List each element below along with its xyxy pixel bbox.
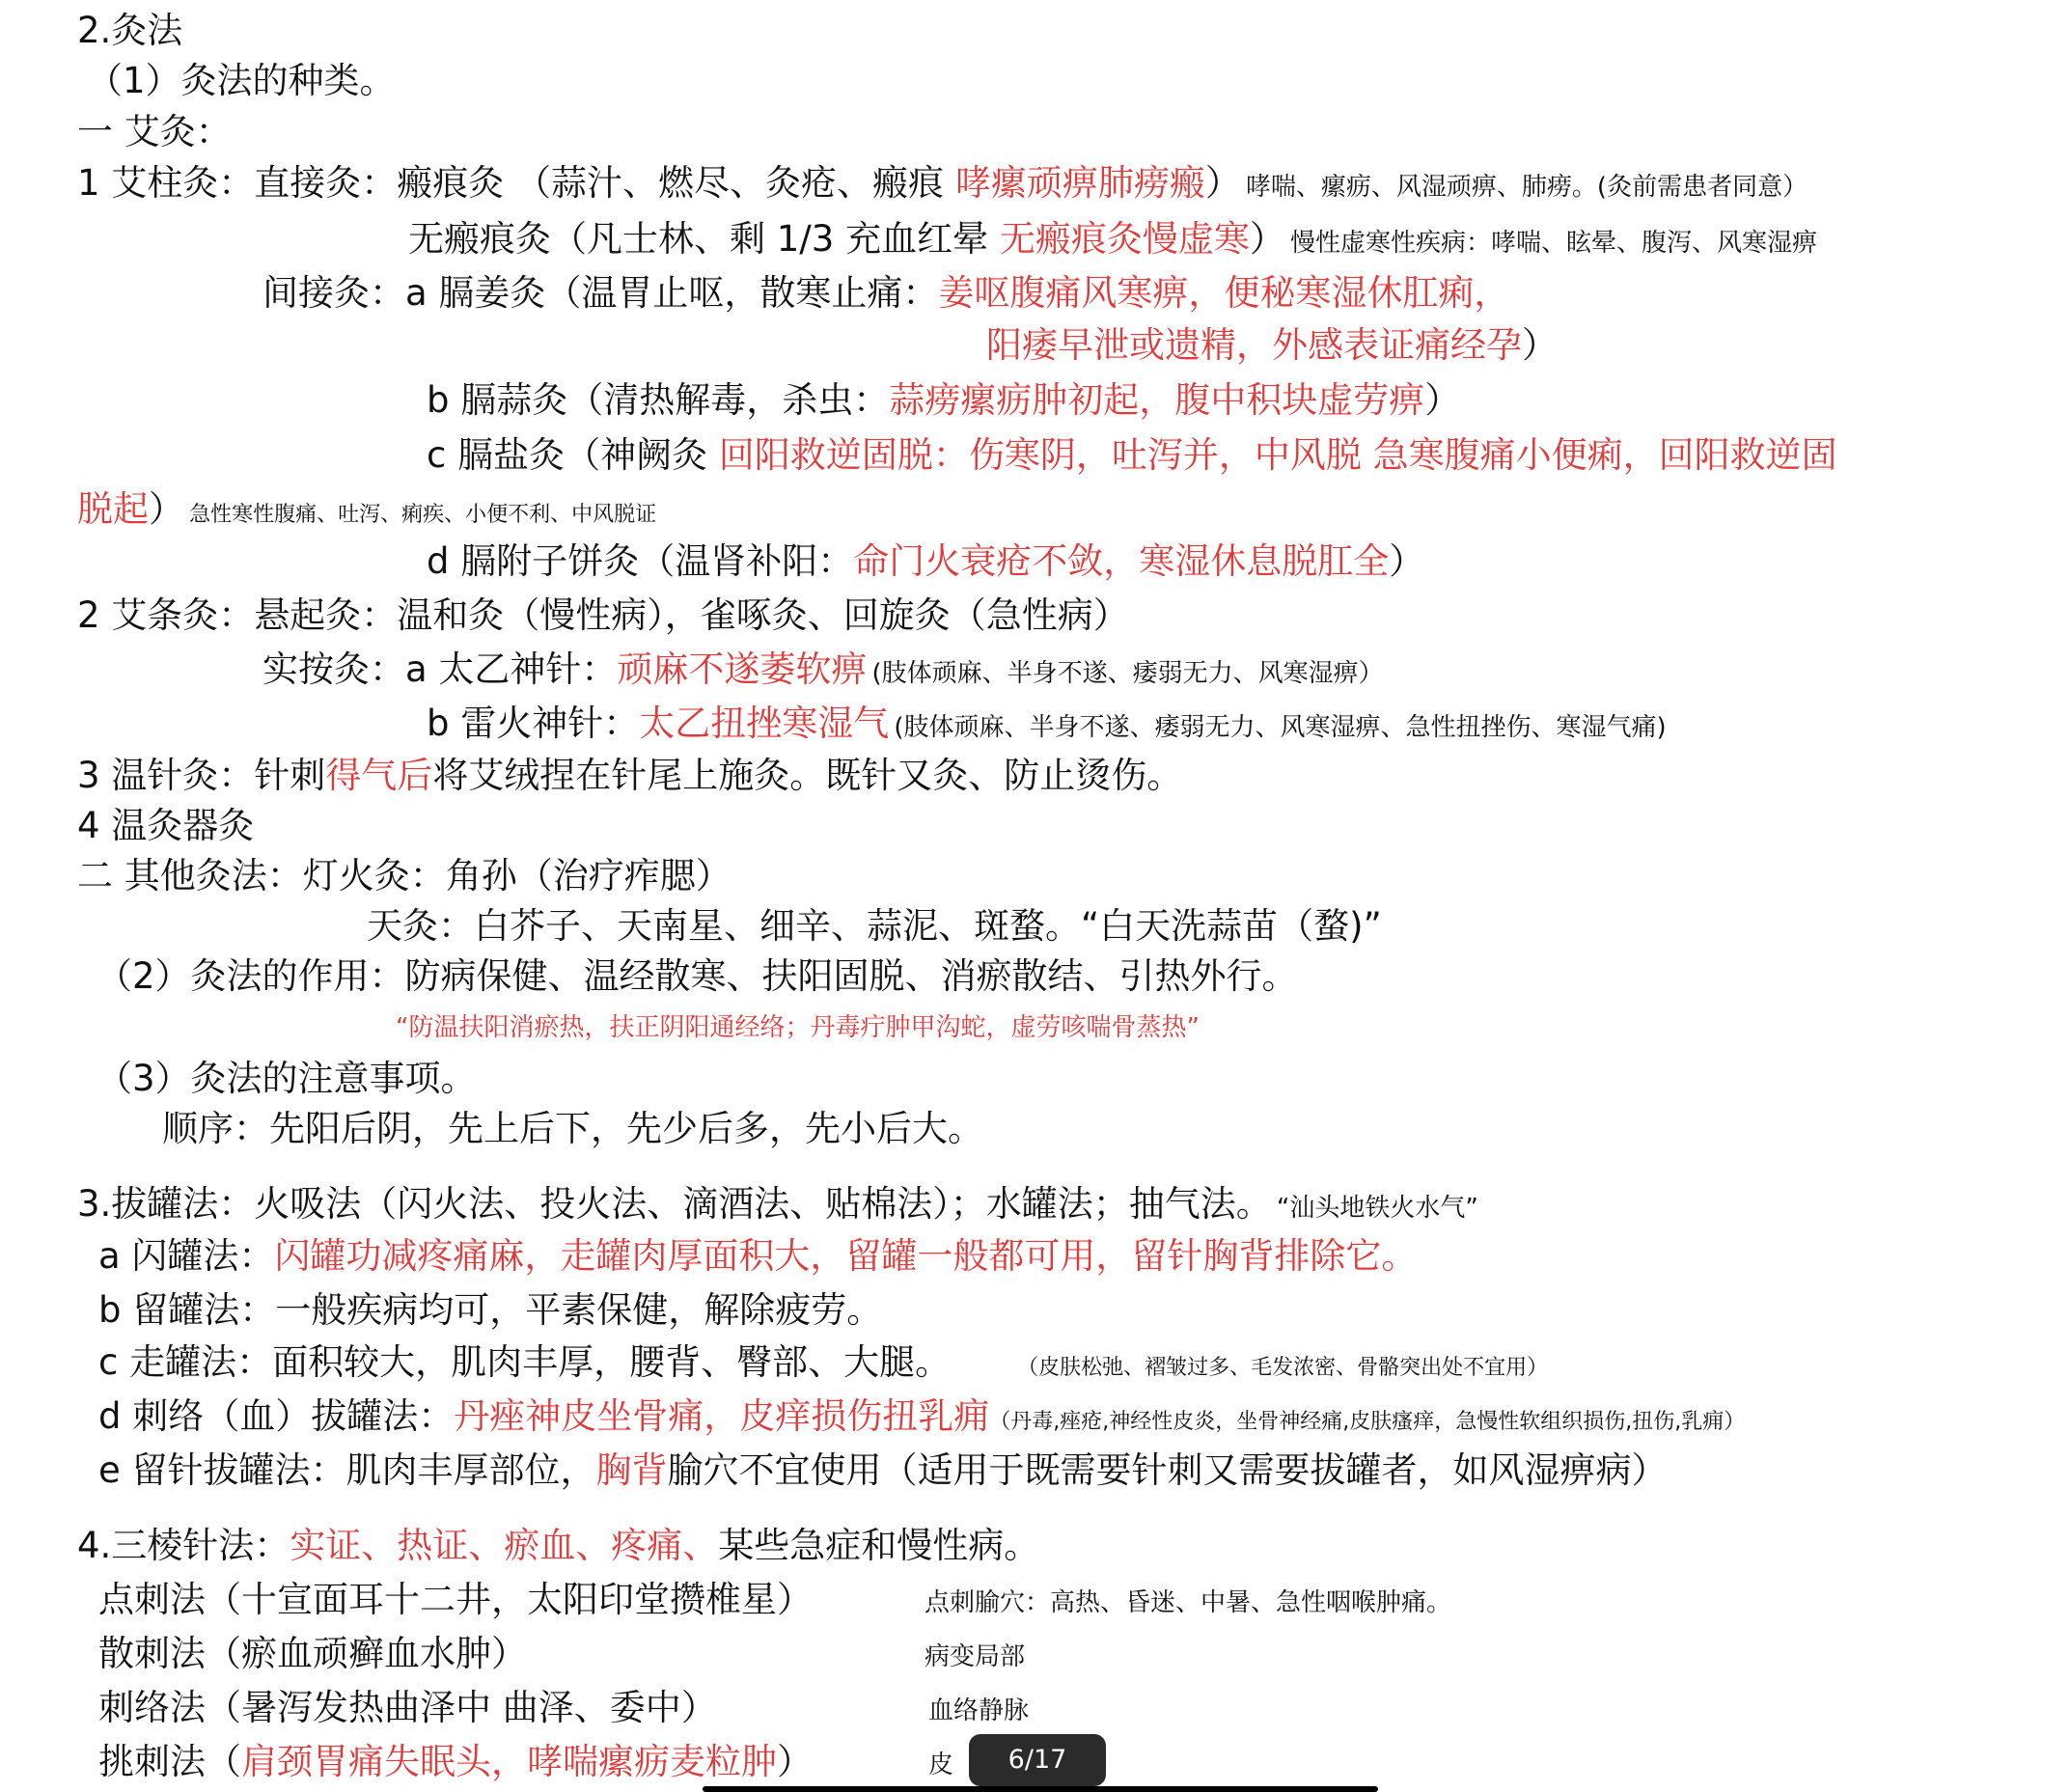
text-span: ） bbox=[1249, 218, 1285, 260]
text-span: 某些急症和慢性病。 bbox=[718, 1525, 1040, 1566]
note-text: (肢体顽麻、半身不遂、痿弱无力、风寒湿痹、急性扭挫伤、寒湿气痛) bbox=[894, 713, 1667, 742]
page-indicator: 6/17 bbox=[969, 1734, 1106, 1786]
text-line bbox=[77, 162, 1808, 205]
text-span: ） bbox=[1522, 324, 1558, 366]
text-span: ） bbox=[777, 1741, 813, 1782]
mnemonic-text: 顽麻不遂萎软痹 bbox=[617, 648, 868, 690]
highlight-text: 得气后 bbox=[325, 755, 433, 796]
section-heading: 2.灸法 bbox=[77, 10, 183, 51]
text-line bbox=[427, 703, 1667, 745]
text-line bbox=[986, 324, 1558, 367]
text-span: 3 温针灸：针刺 bbox=[77, 755, 326, 796]
section-heading: 3.拔罐法：火吸法（闪火法、投火法、滴酒法、贴棉法）；水罐法；抽气法。 bbox=[77, 1183, 1272, 1225]
text-line: 天灸：白芥子、天南星、细辛、蒜泥、斑蝥。“白天洗蒜苗（蝥)” bbox=[367, 905, 1382, 947]
note-text: 急性寒性腹痛、吐泻、痢疾、小便不利、中风脱证 bbox=[189, 503, 657, 527]
note-text: “汕头地铁火水气” bbox=[1276, 1194, 1478, 1223]
text-span: ） bbox=[149, 488, 184, 530]
note-text: 慢性虚寒性疾病：哮喘、眩晕、腹泻、风寒湿痹 bbox=[1289, 229, 1817, 258]
text-line bbox=[77, 755, 1182, 797]
text-line: 散刺法（瘀血顽癣血水肿） bbox=[98, 1633, 527, 1674]
text-span: c 走罐法：面积较大，肌肉丰厚，腰背、臀部、大腿。 bbox=[98, 1341, 952, 1383]
mnemonic-text: 太乙扭挫寒湿气 bbox=[639, 703, 890, 744]
mnemonic-text: 哮瘰顽痹肺痨瘢 bbox=[954, 162, 1205, 204]
subsection-heading: （2）灸法的作用：防病保健、温经散寒、扶阳固脱、消瘀散结、引热外行。 bbox=[97, 955, 1298, 997]
text-line: 刺络法（暑泻发热曲泽中 曲泽、委中） bbox=[98, 1687, 717, 1728]
text-span: b 雷火神针： bbox=[427, 703, 640, 744]
note-text: 哮喘、瘰疬、风湿顽痹、肺痨。(灸前需患者同意） bbox=[1245, 173, 1808, 202]
mnemonic-text: 命门火衰疮不敛，寒湿休息脱肛全 bbox=[853, 540, 1390, 582]
text-line bbox=[262, 648, 1384, 691]
text-span: 间接灸：a 膈姜灸（温胃止呕，散寒止痛： bbox=[262, 272, 939, 314]
text-span: 挑刺法（ bbox=[98, 1741, 241, 1782]
text-line: 顺序：先阳后阴，先上后下，先少后多，先小后大。 bbox=[162, 1108, 983, 1149]
note-text: 血络静脉 bbox=[928, 1696, 1030, 1725]
text-line bbox=[77, 1525, 1039, 1567]
text-span: 腧穴不宜使用（适用于既需要针刺又需要拔罐者，如风湿痹病） bbox=[667, 1449, 1668, 1491]
text-line bbox=[98, 1341, 1548, 1384]
subsection-heading: （1）灸法的种类。 bbox=[87, 60, 396, 101]
text-span: e 留针拔罐法：肌肉丰厚部位， bbox=[98, 1449, 596, 1491]
text-span: 将艾绒捏在针尾上施灸。既针又灸、防止烫伤。 bbox=[432, 755, 1183, 796]
mnemonic-text: 蒜痨瘰疬肿初起，腹中积块虚劳痹 bbox=[889, 379, 1425, 421]
text-span: ） bbox=[1204, 162, 1241, 204]
text-line bbox=[77, 1183, 1478, 1226]
text-span: a 闪罐法： bbox=[98, 1235, 275, 1277]
text-line bbox=[98, 1235, 1417, 1278]
text-line bbox=[98, 1395, 1745, 1438]
text-line: 一 艾灸： bbox=[77, 111, 232, 152]
mnemonic-text: “防温扶阳消瘀热，扶正阴阳通经络；丹毒疔肿甲沟蛇，虚劳咳喘骨蒸热” bbox=[396, 1013, 1200, 1042]
text-line bbox=[427, 540, 1424, 583]
text-line bbox=[77, 488, 656, 531]
note-text: （丹毒,痤疮,神经性皮炎，坐骨神经痛,皮肤瘙痒，急慢性软组织损伤,扭伤,乳痈） bbox=[989, 1410, 1746, 1434]
note-text: 病变局部 bbox=[925, 1642, 1026, 1671]
mnemonic-text: 回阳救逆固脱：伤寒阴，吐泻并，中风脱 急寒腹痛小便痢，回阳救逆固 bbox=[718, 434, 1837, 476]
text-line bbox=[427, 379, 1460, 422]
note-text: (肢体顽麻、半身不遂、痿弱无力、风寒湿痹） bbox=[871, 659, 1384, 688]
text-line bbox=[98, 1449, 1668, 1492]
text-span: 无瘢痕灸（凡士林、剩 1/3 充血红晕 bbox=[408, 218, 1000, 260]
text-span: ） bbox=[1389, 540, 1425, 582]
text-span: c 膈盐灸（神阙灸 bbox=[427, 434, 719, 476]
text-line: 点刺法（十宣面耳十二井，太阳印堂攒椎星） bbox=[98, 1579, 813, 1620]
mnemonic-text: 姜呕腹痛风寒痹，便秘寒湿休肛痢， bbox=[938, 272, 1510, 314]
mnemonic-text: 肩颈胃痛失眠头，哮喘瘰疬麦粒肿 bbox=[241, 1741, 777, 1782]
text-span: b 膈蒜灸（清热解毒，杀虫： bbox=[427, 379, 890, 421]
text-line bbox=[262, 272, 1509, 315]
note-text: 点刺腧穴：高热、昏迷、中暑、急性咽喉肿痛。 bbox=[925, 1588, 1452, 1617]
mnemonic-text: 脱起 bbox=[77, 488, 149, 530]
text-line: b 留罐法：一般疾病均可，平素保健，解除疲劳。 bbox=[98, 1289, 883, 1331]
text-line bbox=[98, 1741, 813, 1783]
text-line bbox=[427, 434, 1837, 477]
mnemonic-text: 无瘢痕灸慢虚寒 bbox=[999, 218, 1250, 260]
text-span: d 刺络（血）拔罐法： bbox=[98, 1395, 455, 1437]
text-line bbox=[408, 218, 1817, 261]
text-line: 4 温灸器灸 bbox=[77, 805, 255, 846]
note-text: 皮 bbox=[928, 1751, 954, 1779]
mnemonic-text: 丹痤神皮坐骨痛，皮痒损伤扭乳痈 bbox=[454, 1395, 990, 1437]
text-span: 实按灸：a 太乙神针： bbox=[262, 648, 618, 690]
subsection-heading: （3）灸法的注意事项。 bbox=[97, 1058, 477, 1099]
mnemonic-text: 阳痿早泄或遗精，外感表证痛经孕 bbox=[986, 324, 1522, 366]
highlight-text: 胸背 bbox=[595, 1449, 668, 1491]
note-text: （皮肤松弛、褶皱过多、毛发浓密、骨骼突出处不宜用） bbox=[1028, 1356, 1549, 1380]
home-indicator-bar[interactable] bbox=[703, 1786, 1378, 1792]
section-heading: 4.三棱针法： bbox=[77, 1525, 290, 1566]
text-span: ） bbox=[1424, 379, 1461, 421]
text-line: 二 其他灸法：灯火灸：角孙（治疗痄腮） bbox=[77, 855, 731, 896]
text-span: 1 艾柱灸：直接灸：瘢痕灸 （蒜汁、燃尽、灸疮、瘢痕 bbox=[77, 162, 955, 204]
text-line: 2 艾条灸：悬起灸：温和灸（慢性病），雀啄灸、回旋灸（急性病） bbox=[77, 594, 1129, 636]
highlight-text: 实证、热证、瘀血、疼痛、 bbox=[290, 1525, 719, 1566]
mnemonic-text: 闪罐功减疼痛麻，走罐肉厚面积大，留罐一般都可用，留针胸背排除它。 bbox=[274, 1235, 1418, 1277]
text-span: d 膈附子饼灸（温肾补阳： bbox=[427, 540, 854, 582]
